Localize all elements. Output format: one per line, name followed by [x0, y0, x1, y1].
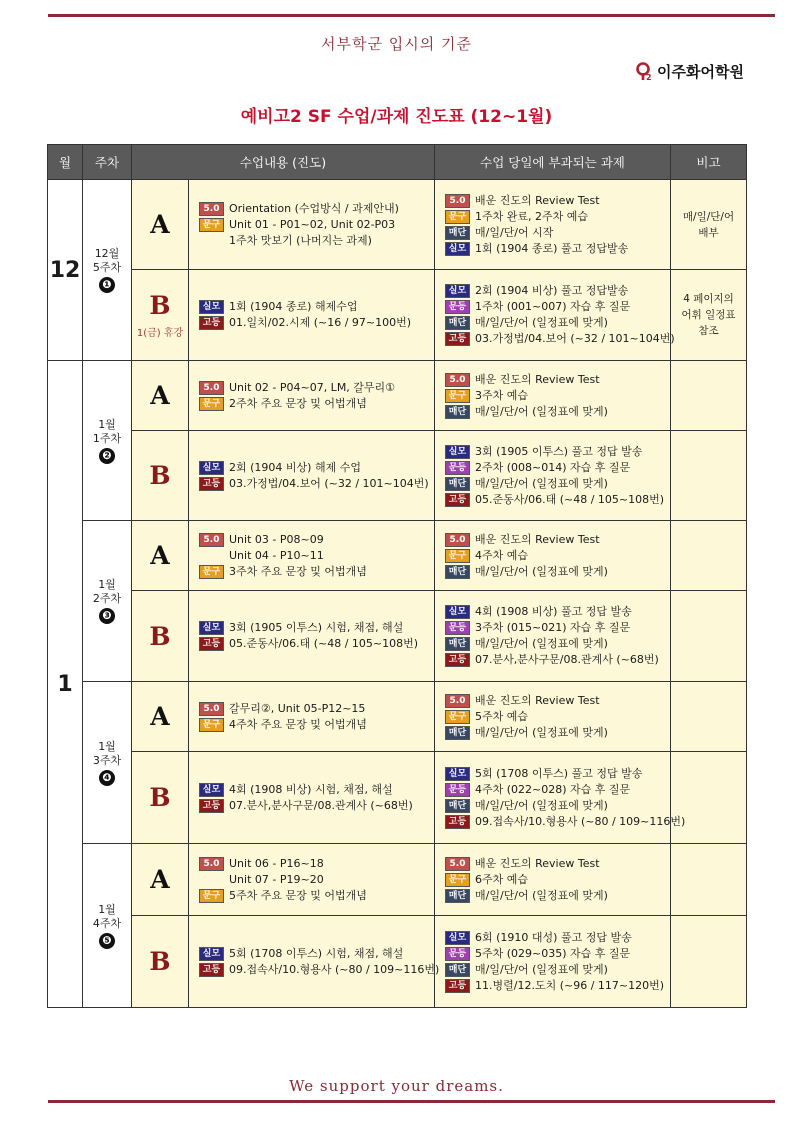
tag-go: 고등: [445, 493, 470, 507]
list-item-text: 2회 (1904 비상) 해제 수업: [229, 460, 361, 474]
list-item: [445, 476, 664, 492]
week-label: 1월 4주차: [92, 902, 122, 930]
tag-sil: 실모: [445, 445, 470, 459]
tag-go: 고등: [199, 963, 224, 977]
tag-mae: 매단: [445, 316, 470, 330]
list-item-text: 3주차 주요 문장 및 어법개념: [229, 564, 367, 578]
list-item: [199, 315, 428, 331]
header-slogan: 서부학군 입시의 기준: [321, 35, 472, 53]
note-cell: [671, 591, 747, 682]
list-item-text: 1주차 (001~007) 자습 후 질문: [475, 300, 631, 313]
list-item-text: 2주차 주요 문장 및 어법개념: [229, 396, 367, 410]
list-item-text: 5주차 주요 문장 및 어법개념: [229, 888, 367, 902]
tag-mun2: 문등: [445, 621, 470, 635]
list-item: [199, 872, 428, 888]
list-item: [445, 709, 664, 725]
tag-go: 고등: [445, 815, 470, 829]
list-item-text: 1회 (1904 종로) 해제수업: [229, 300, 358, 313]
list-item: [199, 701, 428, 717]
table-row: [48, 682, 747, 752]
list-item: [445, 636, 664, 652]
list-item: [445, 388, 664, 404]
list-item: [445, 693, 664, 709]
list-item: [445, 532, 664, 548]
tag-sil: 실모: [199, 783, 224, 797]
list-item: [445, 978, 664, 994]
list-item-text: 09.접속사/10.형용사 (~80 / 109~116번): [229, 962, 440, 976]
class-label: A: [150, 702, 170, 731]
table-row: [48, 180, 747, 270]
list-item: [445, 372, 664, 388]
table-header-row: [48, 145, 747, 180]
content-cell: [189, 682, 435, 752]
tag-mun: 문구: [199, 565, 224, 579]
tag-mae: 매단: [445, 405, 470, 419]
week-cell: [83, 521, 132, 682]
logo-text: 이주화어학원: [657, 63, 744, 81]
col-header-note: 비고: [671, 145, 747, 180]
content-cell: [189, 270, 435, 361]
note-cell: [671, 844, 747, 916]
tag-t50: 5.0: [445, 533, 470, 547]
list-item: [445, 930, 664, 946]
list-item-text: 05.준동사/06.태 (~48 / 105~108번): [229, 637, 419, 650]
list-item: [445, 225, 664, 241]
list-item-text: 03.가정법/04.보어 (~32 / 101~104번): [475, 332, 675, 345]
list-item: [445, 888, 664, 904]
list-item-text: 2회 (1904 비상) 풀고 정답발송: [475, 284, 629, 297]
tag-mun: 문구: [445, 873, 470, 887]
tag-mun2: 문등: [445, 461, 470, 475]
class-cell: [132, 916, 189, 1008]
list-item: [445, 492, 664, 508]
list-item: [445, 872, 664, 888]
footer-slogan: We support your dreams.: [289, 1077, 504, 1095]
content-cell: [189, 361, 435, 431]
tag-sil: 실모: [445, 605, 470, 619]
tag-mun2: 문등: [445, 947, 470, 961]
note-cell: [671, 431, 747, 521]
week-label: 1월 3주차: [92, 739, 122, 767]
content-cell: [189, 916, 440, 1008]
note-cell: 4 페이지의 어휘 일정표 참조: [671, 270, 747, 361]
list-item-text: 배운 진도의 Review Test: [475, 532, 600, 546]
content-cell: [189, 431, 435, 521]
list-item: [199, 548, 428, 564]
list-item: [199, 299, 428, 315]
list-item-text: 3회 (1905 이투스) 풀고 정답 발송: [475, 444, 643, 458]
list-item-text: 3회 (1905 이투스) 시험, 채점, 해설: [229, 621, 404, 634]
table-row: [48, 521, 747, 591]
content-cell: [189, 752, 435, 844]
list-item-text: Unit 02 - P04~07, LM, 갈무리①: [229, 380, 396, 394]
list-item: [445, 460, 664, 476]
col-header-week: 주차: [83, 145, 132, 180]
class-label: A: [150, 541, 170, 570]
tag-mae: 매단: [445, 637, 470, 651]
tag-mae: 매단: [445, 477, 470, 491]
homework-cell: [435, 916, 671, 1008]
list-item: [445, 856, 664, 872]
tag-mae: 매단: [445, 226, 470, 240]
tag-spacer: [199, 873, 224, 887]
list-item-text: 매/일/단/어 (일정표에 맞게): [475, 798, 608, 812]
month-cell: 1: [48, 361, 83, 1008]
week-label: 1월 2주차: [92, 578, 122, 605]
tag-sil: 실모: [199, 300, 224, 314]
list-item: [445, 209, 664, 225]
homework-cell: [435, 180, 671, 270]
list-item-text: 매/일/단/어 (일정표에 맞게): [475, 476, 608, 490]
list-item: [199, 476, 428, 492]
list-item: [445, 548, 664, 564]
list-item-text: 1회 (1904 종로) 풀고 정답발송: [475, 241, 629, 255]
list-item: [199, 798, 428, 814]
tag-t50: 5.0: [445, 373, 470, 387]
list-item: [199, 620, 428, 636]
list-item: [445, 946, 664, 962]
list-item-text: 매/일/단/어 (일정표에 맞게): [475, 404, 608, 418]
list-item-text: 갈무리②, Unit 05-P12~15: [229, 701, 366, 715]
table-row: [48, 591, 747, 682]
homework-cell: [435, 431, 671, 521]
list-item-text: 07.분사,분사구문/08.관계사 (~68번): [229, 798, 413, 812]
list-item: [445, 798, 664, 814]
tag-sil: 실모: [199, 461, 224, 475]
content-cell: [189, 180, 435, 270]
class-cell: [132, 521, 189, 591]
note-cell: [671, 361, 747, 431]
list-item-text: 11.병렬/12.도치 (~96 / 117~120번): [475, 978, 665, 992]
class-label: B: [149, 291, 171, 320]
list-item-text: 3주차 (015~021) 자습 후 질문: [475, 621, 631, 634]
list-item: [199, 962, 440, 978]
logo-icon: [636, 62, 653, 81]
homework-cell: [435, 752, 686, 844]
tag-mun: 문구: [445, 710, 470, 724]
class-cell: [132, 682, 189, 752]
list-item: [199, 532, 428, 548]
list-item-text: 매/일/단/어 (일정표에 맞게): [475, 316, 608, 329]
class-label: B: [149, 783, 171, 812]
tag-sil: 실모: [445, 242, 470, 256]
list-item: [199, 460, 428, 476]
note-cell: [671, 916, 747, 1008]
table-row: [48, 361, 747, 431]
tag-mae: 매단: [445, 565, 470, 579]
week-number-badge: ❹: [99, 770, 115, 786]
list-item-text: 3주차 예습: [475, 388, 528, 402]
tag-mun: 문구: [445, 389, 470, 403]
class-label: B: [149, 621, 171, 651]
list-item: [199, 856, 428, 872]
list-item: [445, 962, 664, 978]
list-item-text: 4주차 주요 문장 및 어법개념: [229, 717, 367, 731]
list-item-text: 5회 (1708 이투스) 시험, 채점, 해설: [229, 946, 404, 960]
tag-t50: 5.0: [199, 533, 224, 547]
class-label: A: [150, 210, 170, 239]
list-item-text: 4주차 예습: [475, 548, 528, 562]
list-item: [199, 564, 428, 580]
class-note: 1(금) 휴강: [136, 328, 184, 339]
schedule-table: [47, 144, 747, 1008]
col-header-month: 월: [48, 145, 83, 180]
tag-mun: 문구: [199, 889, 224, 903]
note-cell: [671, 521, 747, 591]
tag-go: 고등: [199, 477, 224, 491]
week-cell: [83, 844, 132, 1008]
list-item: [199, 201, 428, 217]
note-cell: 매/일/단/어 배부: [671, 180, 747, 270]
list-item-text: 1주차 맛보기 (나머지는 과제): [229, 233, 372, 247]
tag-sil: 실모: [199, 621, 224, 635]
bottom-rule: [48, 1100, 775, 1103]
list-item: [445, 241, 664, 257]
homework-cell: [435, 521, 671, 591]
tag-mun: 문구: [199, 397, 224, 411]
table-row: [48, 752, 747, 844]
list-item-text: 배운 진도의 Review Test: [475, 856, 600, 870]
list-item: [445, 814, 686, 830]
note-cell: [671, 682, 747, 752]
tag-go: 고등: [445, 332, 470, 346]
week-number-badge: ❶: [99, 277, 115, 293]
list-item-text: 05.준동사/06.태 (~48 / 105~108번): [475, 492, 665, 506]
week-cell: [83, 682, 132, 844]
list-item: [445, 782, 664, 798]
page-title: 예비고2 SF 수업/과제 진도표 (12~1월): [240, 107, 553, 127]
tag-mun2: 문등: [445, 783, 470, 797]
list-item: [445, 444, 664, 460]
list-item: [445, 620, 664, 636]
list-item-text: Unit 06 - P16~18: [229, 856, 324, 870]
list-item-text: 07.분사,분사구문/08.관계사 (~68번): [475, 653, 659, 666]
list-item: [199, 946, 428, 962]
list-item: [445, 604, 664, 620]
class-cell: [132, 752, 189, 844]
tag-sil: 실모: [445, 284, 470, 298]
list-item: [199, 636, 428, 652]
tag-mun: 문구: [445, 549, 470, 563]
list-item-text: 03.가정법/04.보어 (~32 / 101~104번): [229, 476, 429, 490]
list-item-text: 5회 (1708 이투스) 풀고 정답 발송: [475, 766, 643, 780]
tag-sil: 실모: [445, 931, 470, 945]
week-number-badge: ❸: [99, 608, 115, 624]
list-item: [445, 725, 664, 741]
list-item: [199, 888, 428, 904]
list-item: [445, 564, 664, 580]
content-cell: [189, 591, 435, 682]
col-header-homework: 수업 당일에 부과되는 과제: [435, 145, 671, 180]
class-cell: [132, 270, 189, 361]
tag-sil: 실모: [199, 947, 224, 961]
homework-cell: [435, 270, 675, 361]
top-rule: [48, 14, 775, 17]
list-item: [199, 717, 428, 733]
tag-go: 고등: [199, 799, 224, 813]
week-number-badge: ❺: [99, 933, 115, 949]
tag-t50: 5.0: [199, 381, 224, 395]
class-label: A: [150, 381, 170, 410]
tag-mae: 매단: [445, 799, 470, 813]
class-cell: [132, 431, 189, 521]
content-cell: [189, 844, 435, 916]
tag-t50: 5.0: [445, 857, 470, 871]
list-item-text: 4회 (1908 비상) 시험, 채점, 해설: [229, 782, 393, 796]
list-item-text: 배운 진도의 Review Test: [475, 693, 600, 707]
list-item: [199, 380, 428, 396]
week-label: 1월 1주차: [92, 417, 122, 445]
tag-spacer: [199, 549, 224, 563]
list-item-text: 매/일/단/어 (일정표에 맞게): [475, 962, 608, 976]
class-label: A: [150, 865, 170, 894]
class-label: B: [149, 947, 171, 976]
month-cell: 12: [48, 180, 83, 361]
week-cell: [83, 361, 132, 521]
tag-mae: 매단: [445, 963, 470, 977]
academy-logo: [636, 61, 744, 82]
tag-mun: 문구: [445, 210, 470, 224]
tag-mun: 문구: [199, 718, 224, 732]
list-item-text: Unit 03 - P08~09: [229, 532, 324, 546]
class-cell: [132, 591, 189, 682]
list-item-text: 매/일/단/어 (일정표에 맞게): [475, 725, 608, 739]
list-item-text: Unit 07 - P19~20: [229, 872, 324, 886]
list-item-text: 09.접속사/10.형용사 (~80 / 109~116번): [475, 814, 686, 828]
content-cell: [189, 521, 435, 591]
class-cell: [132, 844, 189, 916]
list-item-text: 매/일/단/어 (일정표에 맞게): [475, 564, 608, 578]
tag-mae: 매단: [445, 889, 470, 903]
week-label: 12월 5주차: [92, 247, 122, 274]
list-item: [199, 396, 428, 412]
tag-spacer: [199, 234, 224, 248]
list-item-text: 배운 진도의 Review Test: [475, 193, 600, 207]
table-row: [48, 916, 747, 1008]
tag-go: 고등: [199, 316, 224, 330]
list-item-text: 2주차 (008~014) 자습 후 질문: [475, 460, 631, 474]
list-item: [445, 404, 664, 420]
list-item-text: 6주차 예습: [475, 872, 528, 886]
list-item-text: 4주차 (022~028) 자습 후 질문: [475, 782, 631, 796]
list-item: [445, 193, 664, 209]
note-cell: [671, 752, 747, 844]
tag-go: 고등: [199, 637, 224, 651]
svg-text:2: 2: [646, 73, 652, 81]
tag-t50: 5.0: [445, 194, 470, 208]
list-item-text: 6회 (1910 대성) 풀고 정답 발송: [475, 930, 632, 944]
tag-t50: 5.0: [199, 857, 224, 871]
tag-t50: 5.0: [445, 694, 470, 708]
table-row: [48, 844, 747, 916]
list-item-text: 매/일/단/어 (일정표에 맞게): [475, 888, 608, 902]
list-item: [199, 782, 428, 798]
list-item: [445, 766, 664, 782]
tag-go: 고등: [445, 653, 470, 667]
table-row: [48, 270, 747, 361]
class-cell: [132, 180, 189, 270]
list-item-text: Unit 04 - P10~11: [229, 548, 324, 562]
class-label: B: [149, 461, 171, 490]
week-number-badge: ❷: [99, 448, 115, 464]
list-item-text: 01.일치/02.시제 (~16 / 97~100번): [229, 316, 412, 329]
homework-cell: [435, 682, 671, 752]
tag-mae: 매단: [445, 726, 470, 740]
list-item: [199, 217, 428, 233]
col-header-content: 수업내용 (진도): [132, 145, 435, 180]
list-item-text: 1주차 완료, 2주차 예습: [475, 209, 588, 223]
tag-t50: 5.0: [199, 202, 224, 216]
list-item-text: Orientation (수업방식 / 과제안내): [229, 201, 399, 215]
class-cell: [132, 361, 189, 431]
tag-go: 고등: [445, 979, 470, 993]
list-item-text: 배운 진도의 Review Test: [475, 372, 600, 386]
list-item: [199, 233, 428, 249]
list-item-text: 4회 (1908 비상) 풀고 정답 발송: [475, 605, 632, 618]
tag-mun: 문구: [199, 218, 224, 232]
list-item: [445, 299, 664, 315]
homework-cell: [435, 361, 671, 431]
list-item: [445, 315, 664, 331]
list-item-text: Unit 01 - P01~02, Unit 02-P03: [229, 217, 396, 231]
table-row: [48, 431, 747, 521]
tag-sil: 실모: [445, 767, 470, 781]
list-item-text: 매/일/단/어 (일정표에 맞게): [475, 637, 608, 650]
homework-cell: [435, 844, 671, 916]
list-item-text: 5주차 (029~035) 자습 후 질문: [475, 946, 631, 960]
list-item-text: 매/일/단/어 시작: [475, 225, 554, 239]
homework-cell: [435, 591, 671, 682]
tag-t50: 5.0: [199, 702, 224, 716]
tag-mun2: 문등: [445, 300, 470, 314]
list-item: [445, 331, 675, 347]
list-item: [445, 283, 664, 299]
list-item-text: 5주차 예습: [475, 709, 528, 723]
list-item: [445, 652, 664, 668]
week-cell: [83, 180, 132, 361]
